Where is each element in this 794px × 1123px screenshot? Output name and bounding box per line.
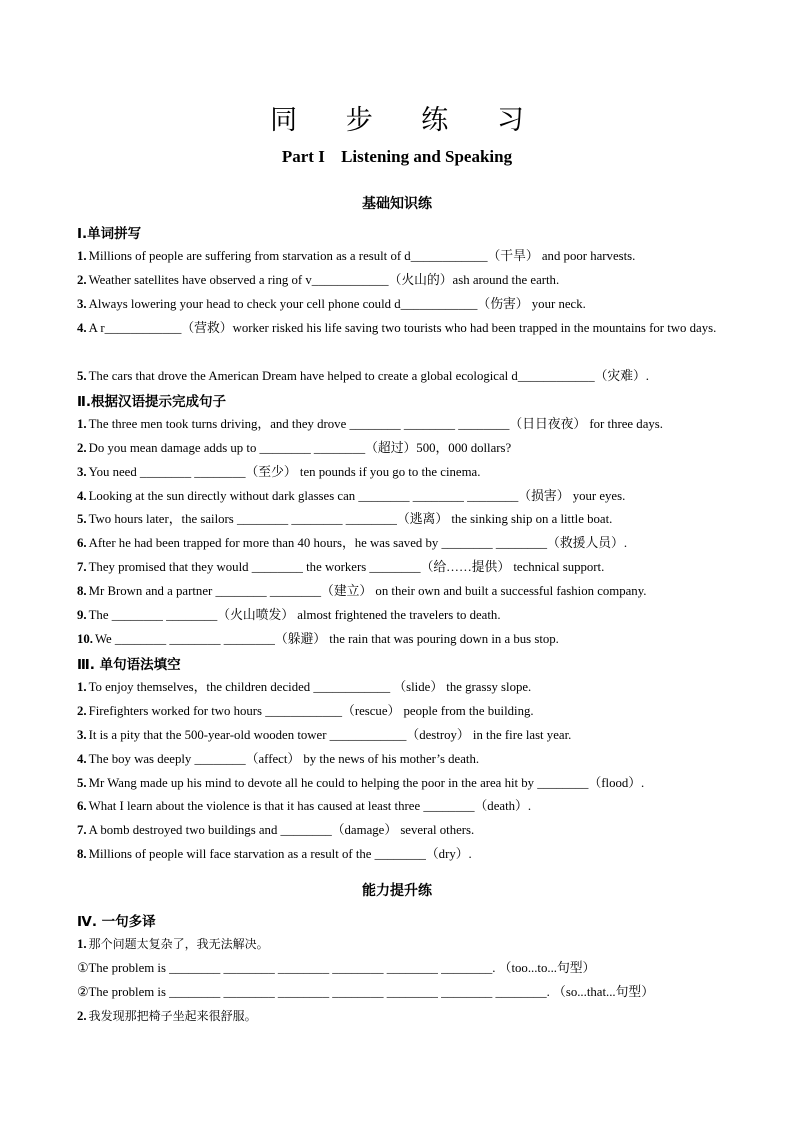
question-line: 7. They promised that they would ________ the workers ________（给……提供） technical support.: [77, 560, 605, 574]
question-line: 6. What I learn about the violence is that it has caused at least three ________（death）.: [77, 799, 532, 813]
answer-line: ②The problem is ________ ________ ________ ________ ________ ________ ________. （so...that...句型）: [77, 985, 655, 999]
question-line: 4. The boy was deeply ________（affect） by the news of his mother’s death.: [77, 752, 480, 766]
section-title-basic: 基础知识练: [362, 196, 432, 212]
question-line: 8. Mr Brown and a partner ________ ________（建立） on their own and built a successful fashion company.: [77, 584, 647, 598]
question-line: 7. A bomb destroyed two buildings and ________（damage） several others.: [77, 823, 475, 837]
question-line: 3. It is a pity that the 500-year-old wooden tower ____________（destroy） in the fire last year.: [77, 728, 572, 742]
question-line: 2. Firefighters worked for two hours ____________（rescue） people from the building.: [77, 704, 534, 718]
question-line: 5. The cars that drove the American Dream have helped to create a global ecological d____________（灾难）.: [77, 369, 649, 383]
question-line: 3. You need ________ ________（至少） ten pounds if you go to the cinema.: [77, 465, 481, 479]
question-line: 5. Two hours later，the sailors ________ ________ ________（逃离） the sinking ship on a little boat.: [77, 512, 613, 526]
part-name: Listening and Speaking: [341, 147, 513, 166]
question-line: 1. Millions of people are suffering from starvation as a result of d____________（干旱） and poor harvests.: [77, 249, 636, 263]
question-line: 1. The three men took turns driving，and they drove ________ ________ ________（日日夜夜） for three days.: [77, 417, 663, 431]
question-line: 2. 我发现那把椅子坐起来很舒服。: [77, 1009, 257, 1023]
question-line: 10. We ________ ________ ________（躲避） the rain that was pouring down in a bus stop.: [77, 632, 559, 646]
part1-heading: Ⅰ.单词拼写: [77, 226, 142, 242]
part-number: Part I: [281, 147, 325, 166]
question-line: 4. A r____________（营救）worker risked his life saving two tourists who had been trapped in the mountains for two days.: [77, 321, 717, 335]
question-line: 2. Do you mean damage adds up to ________ ________（超过）500，000 dollars?: [77, 441, 512, 455]
part4-heading: Ⅳ. 一句多译: [77, 914, 156, 930]
question-line: 8. Millions of people will face starvation as a result of the ________（dry）.: [77, 847, 472, 861]
answer-line: ①The problem is ________ ________ ________ ________ ________ ________. （too...to...句型）: [77, 961, 596, 975]
question-line: 1. 那个问题太复杂了，我无法解决。: [77, 937, 269, 951]
question-line: 3. Always lowering your head to check your cell phone could d____________（伤害） your neck.: [77, 297, 586, 311]
part2-heading: Ⅱ.根据汉语提示完成句子: [77, 394, 227, 410]
question-line: 5. Mr Wang made up his mind to devote all he could to helping the poor in the area hit by ________（flood）.: [77, 776, 645, 790]
page-title: 同 步 练 习: [270, 105, 544, 136]
question-line: 1. To enjoy themselves，the children decided ____________ （slide） the grassy slope.: [77, 680, 532, 694]
question-line: 2. Weather satellites have observed a ring of v____________（火山的）ash around the earth.: [77, 273, 560, 287]
question-line: 6. After he had been trapped for more than 40 hours，he was saved by ________ ________（救援人员）.: [77, 536, 628, 550]
part3-heading: Ⅲ. 单句语法填空: [77, 657, 181, 673]
question-line: 4. Looking at the sun directly without dark glasses can ________ ________ ________（损害） your eyes.: [77, 489, 626, 503]
section-title-advanced: 能力提升练: [362, 883, 432, 899]
question-line: 9. The ________ ________（火山喷发） almost frightened the travelers to death.: [77, 608, 501, 622]
part-subtitle: [0, 147, 794, 167]
